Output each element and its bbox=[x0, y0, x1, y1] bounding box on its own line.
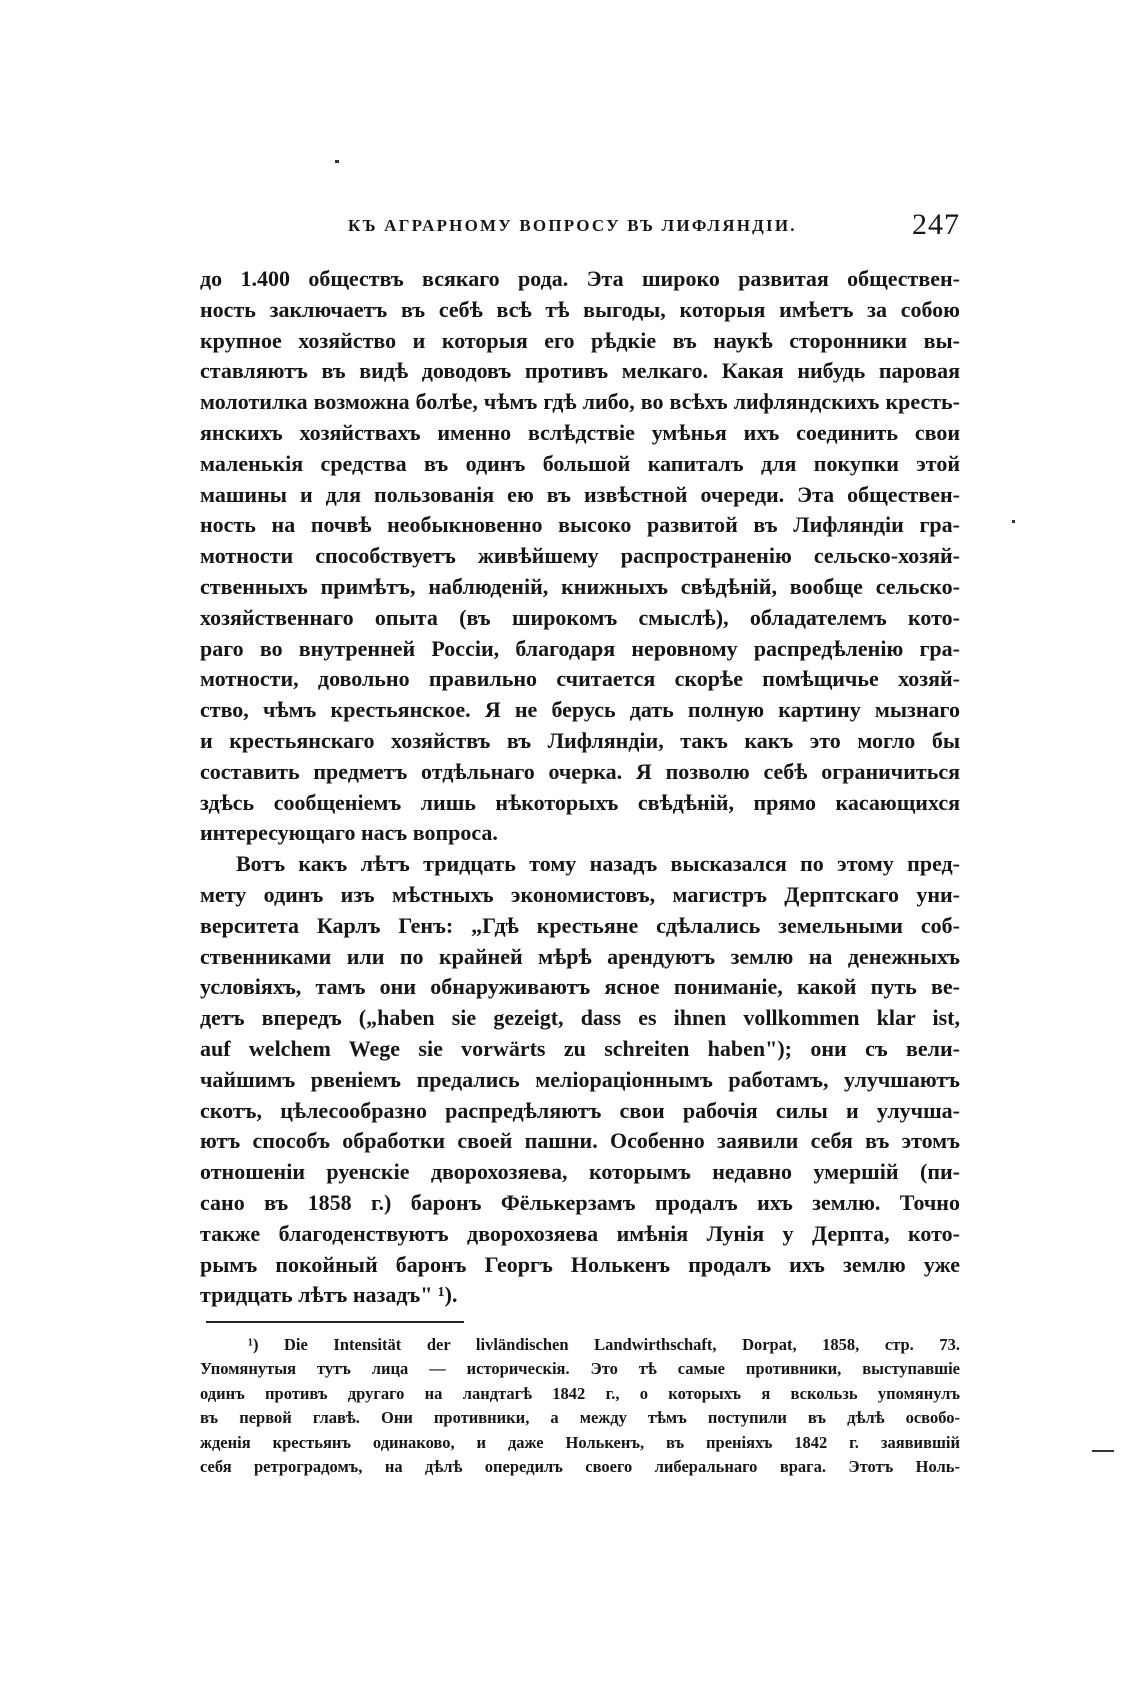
text-line: ность на почвѣ необыкновенно высоко развитой въ Лифляндіи гра- bbox=[200, 512, 960, 538]
page-header bbox=[200, 208, 960, 248]
text-line: также благоденствуютъ дворохозяева имѣнія Лунія у Дерпта, кото- bbox=[200, 1220, 960, 1246]
footnote-line: въ первой главѣ. Они противники, а между тѣмъ поступили въ дѣлѣ освобо- bbox=[200, 1408, 960, 1428]
text-line: составить предметъ отдѣльнаго очерка. Я позволю себѣ ограничиться bbox=[200, 758, 960, 784]
text-line: детъ впередъ („haben sie gezeigt, dass es ihnen vollkommen klar ist, bbox=[200, 1005, 960, 1031]
text-line: auf welchem Wege sie vorwärts zu schreiten haben"); они съ вели- bbox=[200, 1035, 960, 1061]
text-line: ство, чѣмъ крестьянское. Я не берусь дать полную картину мызнаго bbox=[200, 697, 960, 723]
text-line: ственныхъ примѣтъ, наблюденій, книжныхъ свѣдѣній, вообще сельско- bbox=[200, 573, 960, 599]
text-line: скотъ, цѣлесообразно распредѣляютъ свои рабочія силы и улучша- bbox=[200, 1097, 960, 1123]
text-line: до 1.400 обществъ всякаго рода. Эта широко развитая обществен- bbox=[200, 266, 960, 291]
text-line: мотности, довольно правильно считается скорѣе помѣщичье хозяй- bbox=[200, 666, 960, 692]
text-line: машины и для пользованія ею въ извѣстной очереди. Эта обществен- bbox=[200, 481, 960, 507]
footnote-line: ¹) Die Intensität der livländischen Landwirthschaft, Dorpat, 1858, стр. 73. bbox=[248, 1335, 960, 1354]
text-line: хозяйственнаго опыта (въ широкомъ смыслѣ), обладателемъ кото- bbox=[200, 604, 960, 630]
text-line: ставляютъ въ видѣ доводовъ противъ мелкаго. Какая нибудь паровая bbox=[200, 358, 960, 384]
text-line: ственниками или по крайней мѣрѣ арендуютъ землю на денежныхъ bbox=[200, 943, 960, 969]
text-line: верситета Карлъ Генъ: „Гдѣ крестьяне сдѣлались земельными соб- bbox=[200, 912, 960, 938]
specks-mark bbox=[1012, 520, 1015, 523]
running-title: КЪ АГРАРНОМУ ВОПРОСУ ВЪ ЛИФЛЯНДІИ. bbox=[348, 216, 797, 235]
text-line: здѣсь сообщеніемъ лишь нѣкоторыхъ свѣдѣній, прямо касающихся bbox=[200, 789, 960, 815]
footnote-line: жденія крестьянъ одинаково, и даже Нолькенъ, въ преніяхъ 1842 г. заявившій bbox=[200, 1432, 960, 1452]
text-line: и крестьянскаго хозяйствъ въ Лифляндіи, такъ какъ это могло бы bbox=[200, 727, 960, 753]
text-line: отношеніи руенскіе дворохозяева, которымъ недавно умершій (пи- bbox=[200, 1159, 960, 1185]
text-line: условіяхъ, тамъ они обнаруживаютъ ясное пониманіе, какой путь ве- bbox=[200, 974, 960, 1000]
text-line: ность заключаетъ въ себѣ всѣ тѣ выгоды, которыя имѣетъ за собою bbox=[200, 296, 960, 322]
text-line: крупное хозяйство и которыя его рѣдкіе въ наукѣ сторонники вы- bbox=[200, 327, 960, 353]
text-line: раго во внутренней Россіи, благодаря неровному распредѣленію гра- bbox=[200, 635, 960, 661]
footnote-line: себя ретроградомъ, на дѣлѣ опередилъ своего либеральнаго врага. Этотъ Ноль- bbox=[200, 1456, 960, 1476]
specks-mark bbox=[335, 160, 339, 163]
text-line: сано въ 1858 г.) баронъ Фёлькерзамъ продалъ ихъ землю. Точно bbox=[200, 1189, 960, 1215]
text-line: ютъ способъ обработки своей пашни. Особенно заявили себя въ этомъ bbox=[200, 1128, 960, 1154]
text-line: молотилка возможна болѣе, чѣмъ гдѣ либо, во всѣхъ лифляндскихъ кресть- bbox=[200, 389, 960, 415]
footnote bbox=[200, 1333, 960, 1479]
text-line: тридцать лѣтъ назадъ" ¹). bbox=[200, 1282, 458, 1308]
text-line: Вотъ какъ лѣтъ тридцать тому назадъ высказался по этому пред- bbox=[236, 851, 960, 877]
text-line: интересующаго насъ вопроса. bbox=[200, 820, 498, 846]
text-line: рымъ покойный баронъ Георгъ Нолькенъ продалъ ихъ землю уже bbox=[200, 1251, 960, 1277]
text-line: янскихъ хозяйствахъ именно вслѣдствіе умѣнья ихъ соединить свои bbox=[200, 419, 960, 445]
text-line: мету одинъ изъ мѣстныхъ экономистовъ, магистръ Дерптскаго уни- bbox=[200, 881, 960, 907]
text-line: чайшимъ рвеніемъ предались меліораціоннымъ работамъ, улучшаютъ bbox=[200, 1066, 960, 1092]
footnote-divider bbox=[206, 1321, 464, 1323]
text-line: мотности способствуетъ живѣйшему распространенію сельско-хозяй- bbox=[200, 543, 960, 569]
footnote-line: одинъ противъ другаго на ландтагѣ 1842 г., о которыхъ я вскользь упомянулъ bbox=[200, 1383, 960, 1403]
body-text bbox=[200, 264, 960, 1311]
specks-mark bbox=[1092, 1450, 1114, 1452]
footnote-line: Упомянутыя тутъ лица — историческія. Это тѣ самые противники, выступавшіе bbox=[200, 1359, 960, 1379]
text-line: маленькія средства въ одинъ большой капиталъ для покупки этой bbox=[200, 450, 960, 476]
page-number: 247 bbox=[912, 208, 960, 241]
